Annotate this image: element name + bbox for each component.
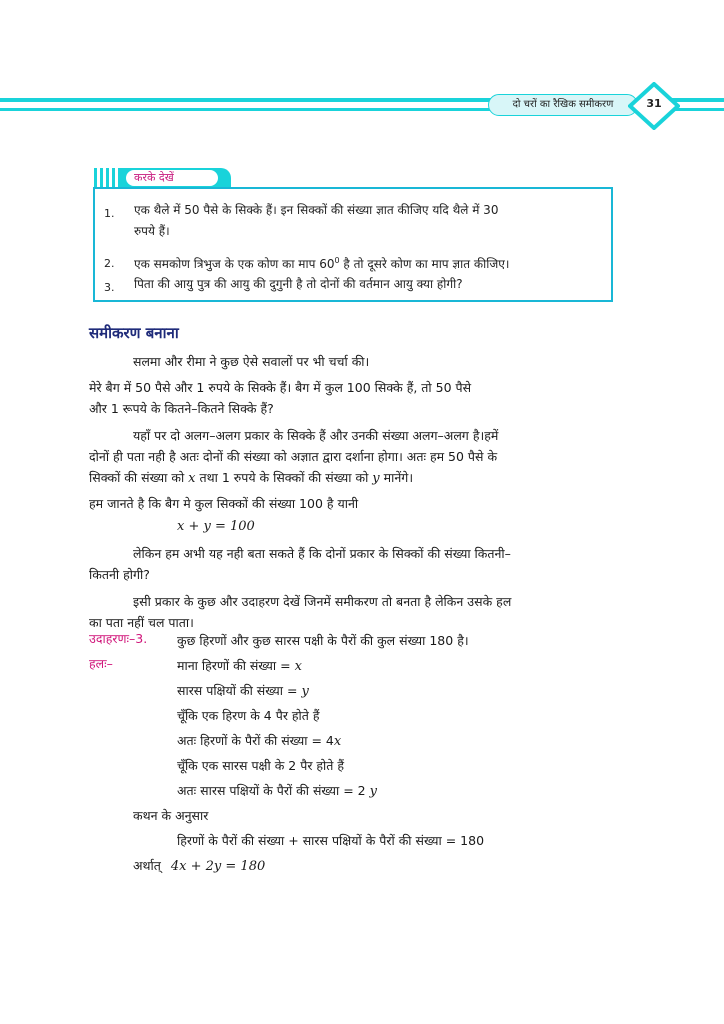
paragraph-line: यहाँ पर दो अलग–अलग प्रकार के सिक्के हैं और उनकी संख्या अलग–अलग है।हमें (133, 428, 499, 443)
final-equation: 4x + 2y = 180 (170, 859, 266, 874)
solution-step: सारस पक्षियों की संख्या = y (177, 683, 309, 699)
activity-item-text: एक थैले में 50 पैसे के सिक्के हैं। इन सिक्कों की संख्या ज्ञात कीजिए यदि थैले में 30 (134, 203, 499, 217)
solution-step: माना हिरणों की संख्या = x (177, 658, 302, 674)
paragraph-line: सलमा और रीमा ने कुछ ऐसे सवालों पर भी चर्चा की। (133, 354, 370, 369)
paragraph-line: कितनी होगी? (89, 567, 150, 582)
solution-label: हलः– (89, 656, 113, 671)
paragraph-line: दोनों ही पता नही है अतः दोनों की संख्या को अज्ञात द्वारा दर्शाना होगा। अतः हम 50 पैसे के (89, 449, 498, 464)
variable-y: y (369, 784, 377, 799)
variable-x: x (333, 734, 342, 749)
solution-step: अतः हिरणों के पैरों की संख्या = 4x (177, 733, 342, 749)
solution-step: चूँकि एक हिरण के 4 पैर होते हैं (177, 708, 320, 723)
equation: x + y = 100 (177, 519, 255, 534)
activity-item-text: रुपये हैं। (134, 224, 170, 238)
paragraph-line: हम जानते है कि बैग मे कुल सिक्कों की संख्या 100 है यानी (89, 496, 359, 511)
activity-item-text: एक समकोण त्रिभुज के एक कोण का माप $60^0$ है तो दूसरे कोण का माप ज्ञात कीजिए। (134, 256, 510, 271)
chapter-title: दो चरों का रैखिक समीकरण (488, 94, 638, 116)
solution-step (133, 855, 265, 877)
example-label: उदाहरणः–3. (89, 631, 148, 646)
paragraph-line: का पता नहीं चल पाता। (89, 615, 194, 630)
activity-item-number: 2. (104, 257, 115, 270)
paragraph-line: मेरे बैग में 50 पैसे और 1 रुपये के सिक्के हैं। बैग में कुल 100 सिक्के हैं, तो 50 पैसे (89, 380, 472, 395)
paragraph-line: और 1 रूपये के कितने–कितने सिक्के हैं? (89, 401, 274, 416)
paragraph-line: इसी प्रकार के कुछ और उदाहरण देखें जिनमें समीकरण तो बनता है लेकिन उसके हल (133, 594, 512, 609)
activity-item-text: पिता की आयु पुत्र की आयु की दुगुनी है तो दोनों की वर्तमान आयु क्या होगी? (134, 277, 463, 291)
activity-tab-label: करके देखें (126, 170, 218, 186)
activity-stripes-icon (93, 168, 121, 188)
solution-step: हिरणों के पैरों की संख्या + सारस पक्षियों के पैरों की संख्या = 180 (177, 833, 485, 848)
page-number: 31 (646, 97, 662, 110)
paragraph-line: सिक्कों की संख्या को x तथा 1 रुपये के सिक्कों की संख्या को y मानेंगे। (89, 470, 414, 486)
variable-y: y (301, 684, 309, 699)
paragraph-line: लेकिन हम अभी यह नही बता सकते हैं कि दोनों प्रकार के सिक्कों की संख्या कितनी– (133, 546, 511, 561)
therefore-label: अर्थात् (133, 858, 161, 873)
solution-step: कथन के अनुसार (133, 808, 209, 823)
variable-y: y (372, 471, 380, 486)
solution-step: अतः सारस पक्षियों के पैरों की संख्या = 2 y (177, 783, 377, 799)
activity-item-number: 3. (104, 281, 115, 294)
variable-x: x (188, 471, 196, 486)
variable-x: x (294, 659, 302, 674)
solution-step: चूँकि एक सारस पक्षी के 2 पैर होते हैं (177, 758, 345, 773)
section-heading: समीकरण बनाना (89, 324, 179, 342)
degree-superscript: 0 (334, 256, 340, 265)
activity-item-number: 1. (104, 207, 115, 220)
example-statement: कुछ हिरणों और कुछ सारस पक्षी के पैरों की कुल संख्या 180 है। (177, 633, 469, 648)
